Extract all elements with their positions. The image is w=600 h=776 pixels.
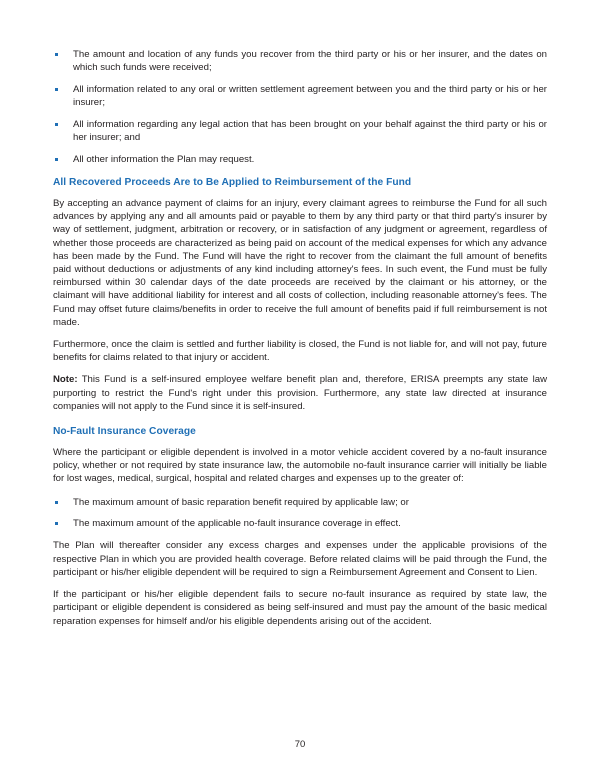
note-label: Note: (53, 374, 78, 386)
list-item-text: All information related to any oral or written settlement agreement between you and the third party or his or her insurer; (73, 83, 547, 109)
list-item (53, 517, 547, 530)
list-item-text: The maximum amount of the applicable no-fault insurance coverage in effect. (73, 518, 401, 530)
paragraph-erisa-note (53, 373, 547, 413)
spacer (53, 190, 547, 197)
section-heading-recovered-proceeds: All Recovered Proceeds Are to Be Applied to Reimbursement of the Fund (53, 176, 412, 188)
bullet-square-icon (55, 501, 58, 504)
paragraph-recovered-proceeds-1: By accepting an advance payment of claims for an injury, every claimant agrees to reimburse the Fund for all such advances by applying any and all amounts paid or payable to them by any third party or that third party's insurer by way of settlement, judgment, arbitration or recovery, or in satisfaction of any judgment or agreement, regardless of whether those proceeds are characterized as being paid on account of the medical expenses for which any advance has been made by the Fund. The Fund will have the right to recover from the claimant the full amount of benefits paid without deductions or adjustments of any kind including attorney's fees. In such event, the Fund must be fully reimbursed within 30 calendar days of the date proceeds are received by the claimant or his attorney, or the claimant will have additional liability for interest and all costs of collection, including reasonable attorney's fees. The Fund may offset future claims/benefits in order to receive the full amount of benefits paid if full reimbursement is not made. (53, 197, 547, 328)
no-fault-bullet-list (53, 496, 547, 531)
paragraph-no-fault-3: If the participant or his/her eligible dependent fails to secure no-fault insurance as required by state law, the participant or eligible dependent is considered as being self-insured and must pay the amount of the basic medical reparation expenses for himself and/or his eligible dependents arising out of the accident. (53, 589, 547, 627)
bullet-square-icon (55, 522, 58, 525)
spacer (53, 579, 547, 588)
section-heading-no-fault: No-Fault Insurance Coverage (53, 425, 196, 437)
spacer (53, 329, 547, 338)
list-item (53, 48, 547, 74)
paragraph-no-fault-2: The Plan will thereafter consider any excess charges and expenses under the applicable provisions of the respective Plan in which you are provided health coverage. Before related claims will be paid through the Fund, the participant or his/her eligible dependent will be required to sign a Reimbursement Agreement and Consent to Lien. (53, 540, 547, 578)
bullet-square-icon (55, 123, 58, 126)
paragraph-no-fault-1: Where the participant or eligible dependent is involved in a motor vehicle accident covered by a no-fault insurance policy, whether or not required by state insurance law, the automobile no-fault insurance carrier will initially be liable for lost wages, medical, surgical, hospital and related charges and expenses up to the greater of: (53, 446, 547, 485)
list-item (53, 83, 547, 109)
spacer (53, 530, 547, 539)
page-number: 70 (294, 739, 306, 750)
list-item-text: The maximum amount of basic reparation benefit required by applicable law; or (73, 496, 409, 508)
list-item-text: The amount and location of any funds you recover from the third party or his or her insurer, and the dates on which such funds were received; (73, 49, 547, 74)
paragraph-recovered-proceeds-2: Furthermore, once the claim is settled and further liability is closed, the Fund is not liable for, and will not pay, future benefits for claims related to that injury or accident. (53, 338, 547, 364)
bullet-square-icon (55, 158, 58, 161)
list-item (53, 118, 547, 144)
spacer (53, 486, 547, 496)
spacer (53, 413, 547, 425)
list-item (53, 153, 547, 166)
spacer (53, 364, 547, 373)
spacer (53, 166, 547, 176)
bullet-square-icon (55, 53, 58, 56)
list-item-text: All information regarding any legal action that has been brought on your behalf against the third party or his or her insurer; and (73, 118, 547, 144)
spacer (53, 439, 547, 446)
bullet-square-icon (55, 88, 58, 91)
list-item-text: All other information the Plan may request. (73, 153, 255, 165)
page-content (53, 48, 547, 628)
obligations-bullet-list (53, 48, 547, 166)
note-body: This Fund is a self-insured employee welfare benefit plan and, therefore, ERISA preempts any state law purporting to restrict the Fund's right under this provision. Furthermore, any state law directed at insurance companies will not apply to the Fund since it is self-insured. (53, 374, 547, 412)
list-item (53, 496, 547, 509)
